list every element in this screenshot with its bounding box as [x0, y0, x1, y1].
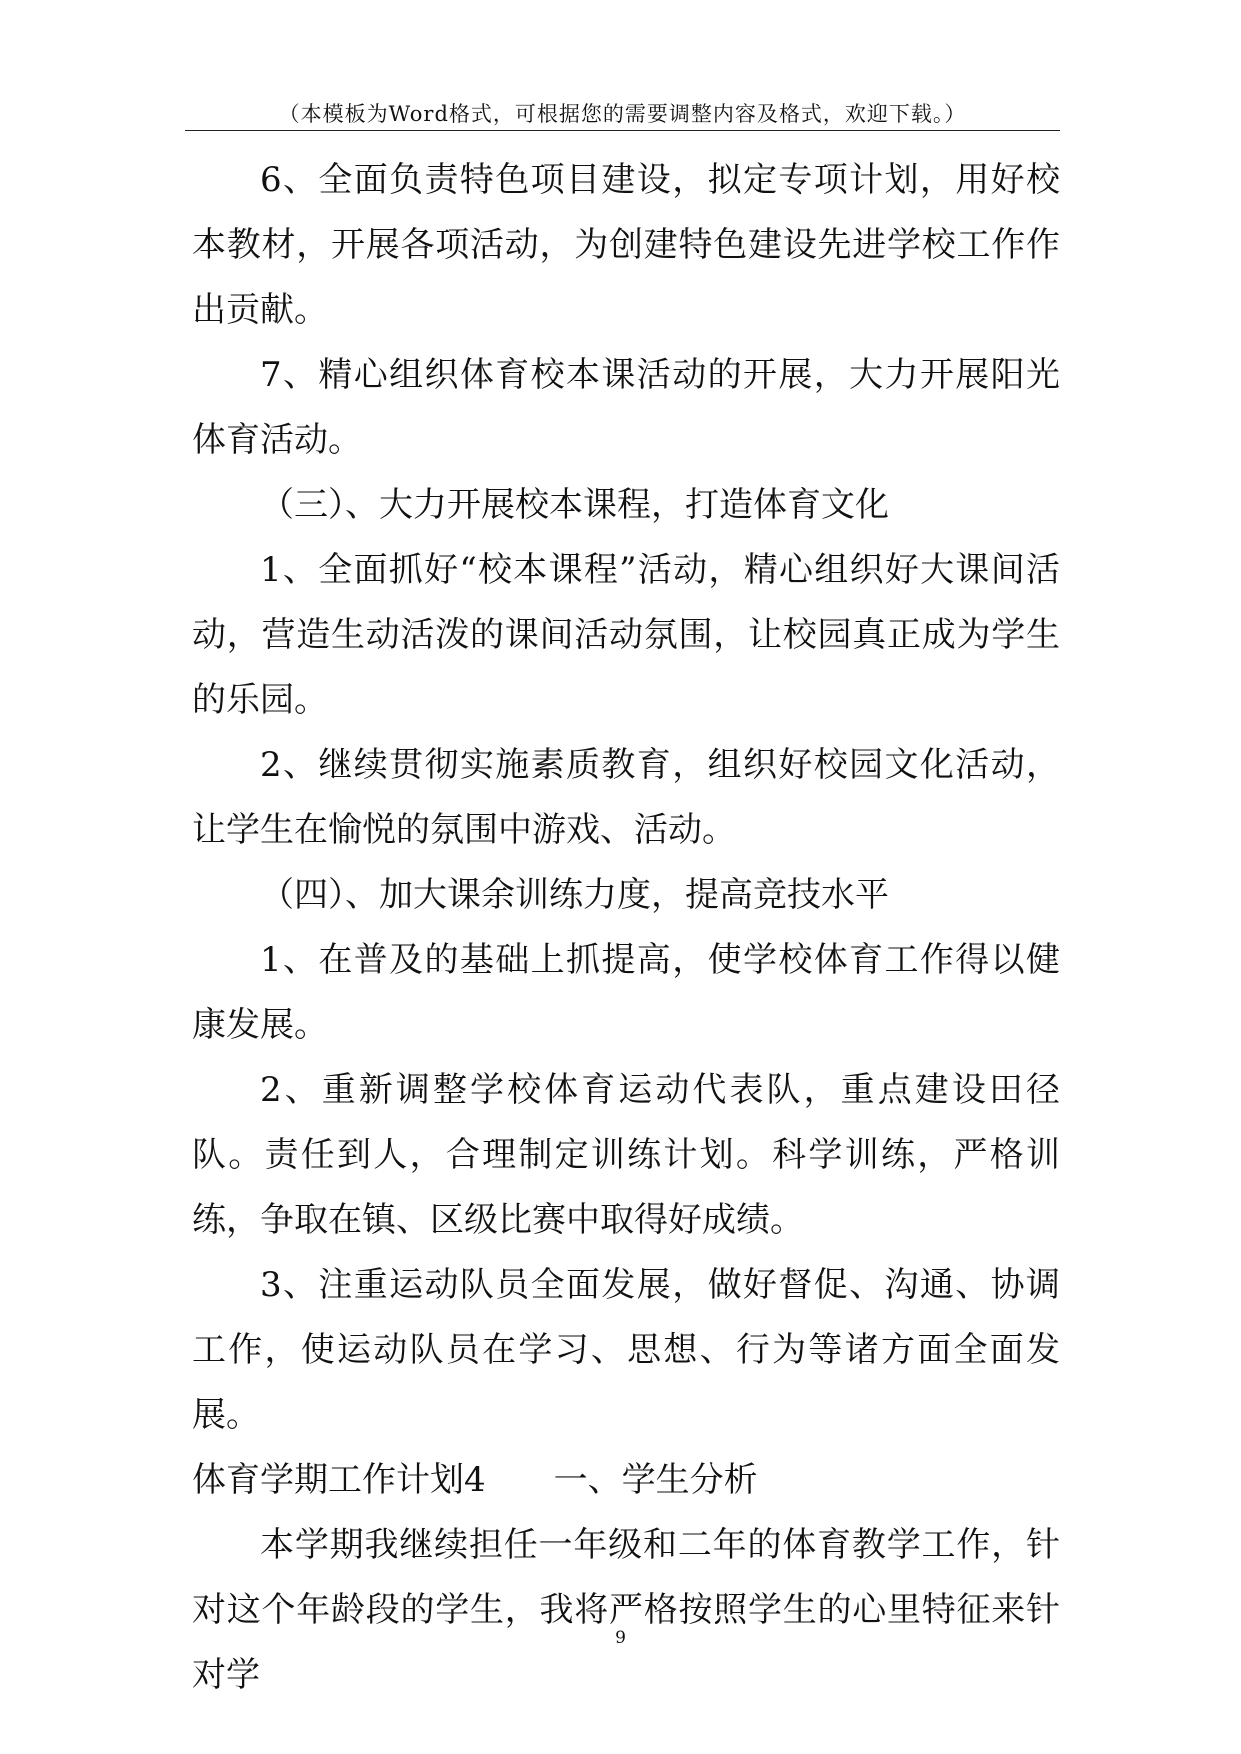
header-divider [185, 130, 1060, 131]
paragraph-item-7: 7、精心组织体育校本课活动的开展，大力开展阳光体育活动。 [192, 355, 1060, 460]
section-heading-4: （四）、加大课余训练力度，提高竞技水平 [260, 875, 889, 915]
paragraph-item-4-1: 1、在普及的基础上抓提高，使学校体育工作得以健康发展。 [192, 940, 1060, 1045]
paragraph-item-3-1: 1、全面抓好“校本课程”活动，精心组织好大课间活动，营造生动活泼的课间活动氛围，让校园真正成为学生的乐园。 [192, 550, 1060, 720]
document-body [192, 148, 1060, 1708]
template-header-note: （本模板为Word格式，可根据您的需要调整内容及格式，欢迎下载。） [278, 102, 967, 126]
paragraph-item-3-2: 2、继续贯彻实施素质教育，组织好校园文化活动，让学生在愉悦的氛围中游戏、活动。 [192, 745, 1060, 850]
section-heading-3: （三）、大力开展校本课程，打造体育文化 [260, 485, 889, 525]
paragraph-item-4-3: 3、注重运动队员全面发展，做好督促、沟通、协调工作，使运动队员在学习、思想、行为等诸方面全面发展。 [192, 1265, 1060, 1435]
paragraph-item-6: 6、全面负责特色项目建设，拟定专项计划，用好校本教材，开展各项活动，为创建特色建设先进学校工作作出贡献。 [192, 160, 1060, 330]
paragraph-item-4-2: 2、重新调整学校体育运动代表队，重点建设田径队。责任到人，合理制定训练计划。科学训练，严格训练，争取在镇、区级比赛中取得好成绩。 [192, 1070, 1060, 1240]
page-number: 9 [615, 1628, 626, 1648]
plan-title-line: 体育学期工作计划4 一、学生分析 [192, 1460, 758, 1500]
paragraph-student-analysis: 本学期我继续担任一年级和二年的体育教学工作，针对这个年龄段的学生，我将严格按照学生的心里特征来针对学 [192, 1525, 1060, 1695]
